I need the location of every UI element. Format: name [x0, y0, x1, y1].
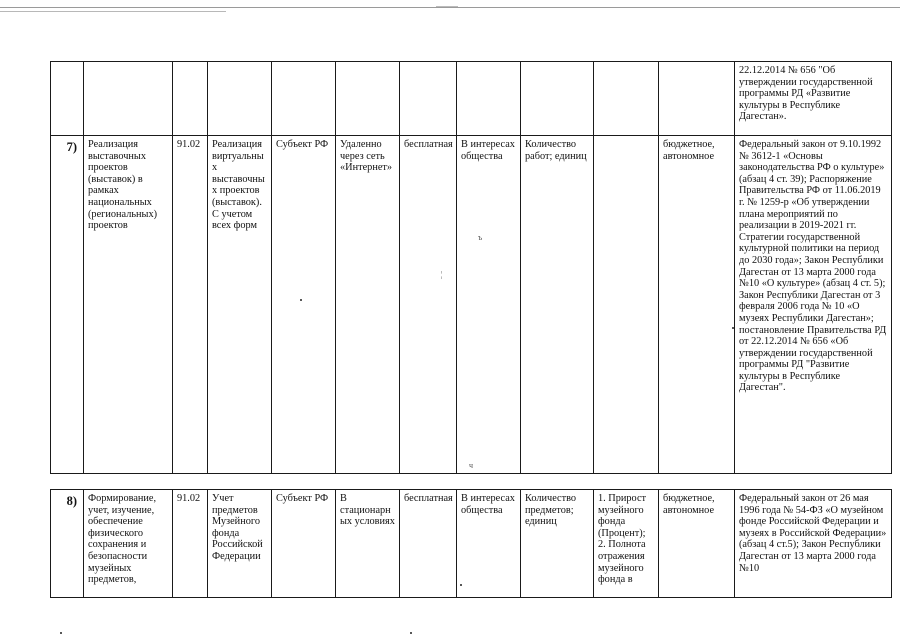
cell-consumers: В интересах общества	[457, 490, 521, 598]
scan-mark: ъ	[478, 233, 483, 242]
cell-code: 91.02	[173, 490, 208, 598]
cell-law: 22.12.2014 № 656 "Об утверждении государственной программы РД «Развитие культуры в Республике Дагестан».	[735, 62, 892, 136]
cell-code	[173, 62, 208, 136]
cell-institution: бюджетное, автономное	[659, 490, 735, 598]
cell-payment: бесплатная	[400, 490, 457, 598]
cell-num	[51, 62, 84, 136]
table-row-continuation	[51, 62, 892, 136]
cell-quality	[594, 136, 659, 474]
scan-top-rule-short	[0, 11, 226, 12]
scan-speck	[300, 299, 302, 301]
cell-law: Федеральный закон от 26 мая 1996 года № 54-ФЗ «О музейном фонде Российской Федерации и музеях в Российской Федерации» (абзац 4 ст.5); Закон Республики Дагестан от 13 марта 2000 года №10	[735, 490, 892, 598]
scan-mark: ч	[469, 461, 474, 470]
cell-quality: 1. Прирост музейного фонда (Процент); 2. Полнота отражения музейного фонда в	[594, 490, 659, 598]
cell-institution	[659, 62, 735, 136]
cell-payment	[400, 62, 457, 136]
cell-conditions: В стационарн ых условиях	[336, 490, 400, 598]
cell-num: 8)	[51, 490, 84, 598]
gap-cell	[51, 474, 892, 490]
cell-name: Формирование, учет, изучение, обеспечение физического сохранения и безопасности музейных предметов,	[84, 490, 173, 598]
scan-speck	[460, 584, 462, 586]
cell-payment: бесплатная	[400, 136, 457, 474]
cell-conditions	[336, 62, 400, 136]
cell-content: Учет предметов Музейного фонда Российской Федерации	[208, 490, 272, 598]
scan-top-rule	[0, 7, 900, 8]
cell-law: Федеральный закон от 9.10.1992 № 3612-1 «Основы законодательства РФ о культуре» (абзац 4 ст. 39); Распоряжение Правительства РФ от 11.06.2019 г. № 1259-р «Об утверждении плана мероприятий по реализации в 2019-2021 гг. Стратегии государственной культурной политики на период до 2030 года»; Закон Республики Дагестан от 13 марта 2000 года №10 «О культуре» (абзац 4 ст. 5); Закон Республики Дагестан от 3 февраля 2006 года № 10 «О музеях Республики Дагестан»; постановление Правительства РД от 22.12.2014 № 656 «Об утверждении государственной программы РД "Развитие культуры в Республике Дагестан".	[735, 136, 892, 474]
scan-speck	[732, 327, 734, 329]
cell-conditions: Удаленно через сеть «Интернет»	[336, 136, 400, 474]
cell-code: 91.02	[173, 136, 208, 474]
cell-volume: Количество предметов; единиц	[521, 490, 594, 598]
table-gap	[51, 474, 892, 490]
cell-num: 7)	[51, 136, 84, 474]
cell-level: Субъект РФ	[272, 490, 336, 598]
scan-speck	[60, 632, 62, 634]
scan-top-mark	[436, 6, 458, 7]
scan-speck	[410, 632, 412, 634]
table-row	[51, 490, 892, 598]
cell-name	[84, 62, 173, 136]
cell-consumers: В интересах общества	[457, 136, 521, 474]
cell-quality	[594, 62, 659, 136]
cell-volume: Количество работ; единиц	[521, 136, 594, 474]
cell-content: Реализация виртуальных выставочны х проектов (выставок). С учетом всех форм	[208, 136, 272, 474]
scan-mark: ¦	[441, 270, 443, 279]
cell-content	[208, 62, 272, 136]
cell-volume	[521, 62, 594, 136]
cell-name: Реализация выставочных проектов (выставок) в рамках национальных (региональных) проектов	[84, 136, 173, 474]
services-table	[50, 61, 892, 598]
cell-consumers	[457, 62, 521, 136]
cell-level: Субъект РФ	[272, 136, 336, 474]
cell-level	[272, 62, 336, 136]
table-row	[51, 136, 892, 474]
cell-institution: бюджетное, автономное	[659, 136, 735, 474]
